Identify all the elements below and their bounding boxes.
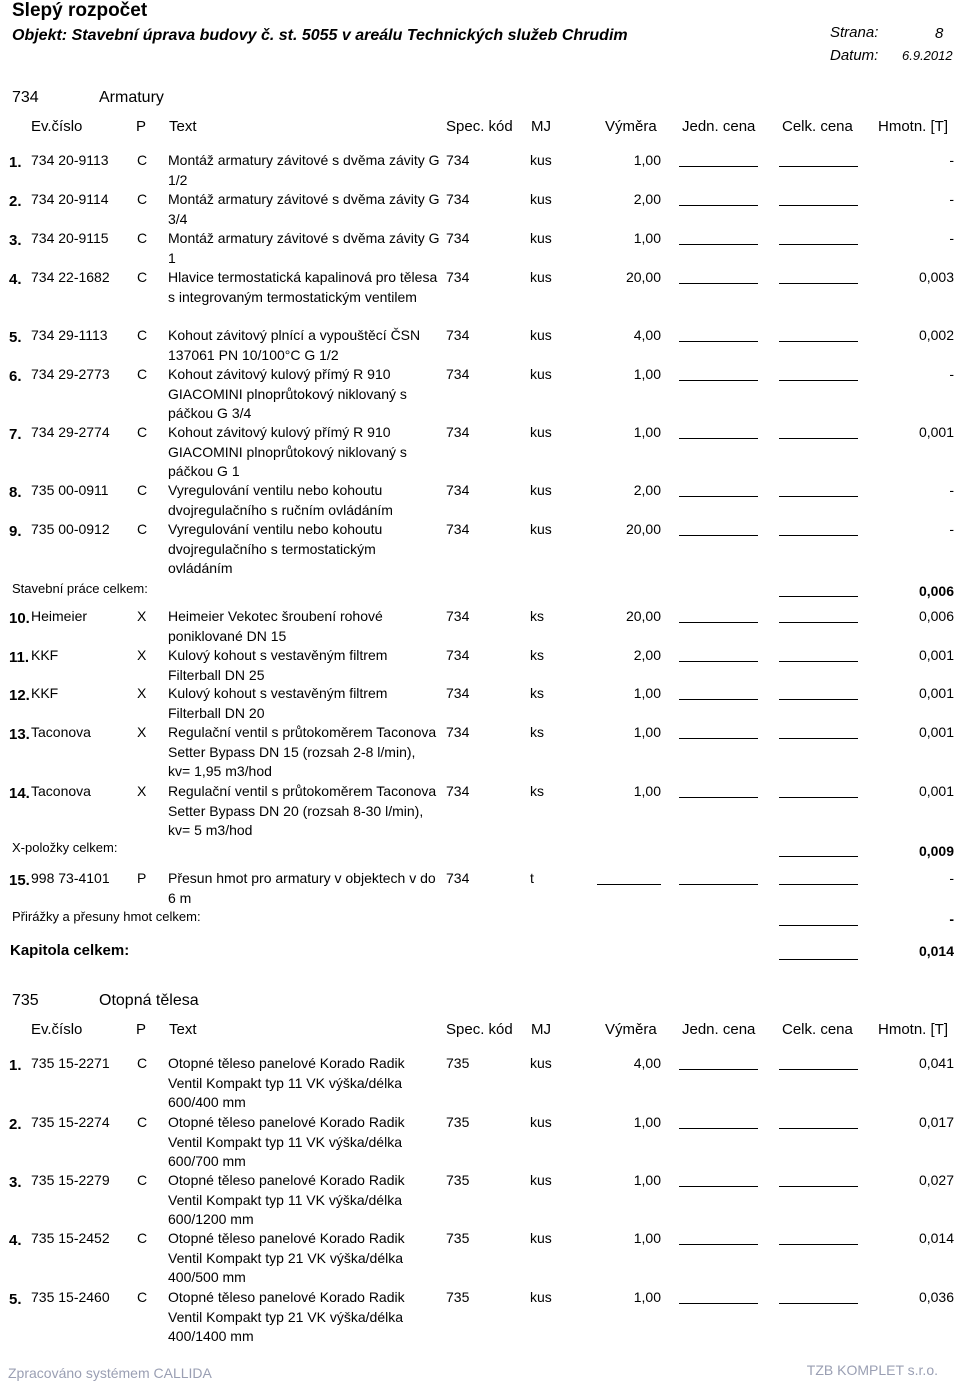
row-spec-kod: 734 <box>446 647 470 663</box>
row-ev-cislo: KKF <box>31 685 59 701</box>
row-celk-cena-line <box>779 535 858 536</box>
row-hmotnost: - <box>949 482 954 498</box>
row-mj: kus <box>530 482 552 498</box>
row-number: 14. <box>9 785 30 802</box>
row-hmotnost: - <box>949 521 954 537</box>
col-spec: Spec. kód <box>446 1021 513 1038</box>
row-vymera: 4,00 <box>633 1055 661 1071</box>
row-p: C <box>137 1289 148 1305</box>
row-celk-cena-line <box>779 884 858 885</box>
row-number: 2. <box>9 193 22 210</box>
row-vymera: 1,00 <box>633 1289 661 1305</box>
row-hmotnost: 0,001 <box>918 685 954 701</box>
section-code: 734 <box>12 89 39 106</box>
row-jedn-cena-line <box>679 797 758 798</box>
col-p: P <box>136 118 147 135</box>
row-celk-cena-line <box>779 622 858 623</box>
section-name: Armatury <box>99 89 164 106</box>
row-hmotnost: 0,017 <box>918 1114 954 1130</box>
subtotal-value: 0,006 <box>918 583 954 599</box>
row-mj: kus <box>530 1172 552 1188</box>
subtotal-label: Přirážky a přesuny hmot celkem: <box>12 909 201 924</box>
row-celk-cena-line <box>779 205 858 206</box>
row-p: C <box>137 191 148 207</box>
row-vymera: 1,00 <box>633 1114 661 1130</box>
col-hmotn: Hmotn. [T] <box>878 118 949 135</box>
row-p: C <box>137 482 148 498</box>
col-p: P <box>136 1021 147 1038</box>
row-vymera: 20,00 <box>625 608 661 624</box>
row-jedn-cena-line <box>679 244 758 245</box>
row-number: 11. <box>9 649 30 666</box>
row-jedn-cena-line <box>679 341 758 342</box>
col-mj: MJ <box>531 1021 551 1038</box>
row-p: C <box>137 424 148 440</box>
row-spec-kod: 734 <box>446 269 470 285</box>
row-text: Montáž armatury závitové s dvěma závity G 1 <box>168 230 440 266</box>
row-number: 7. <box>9 426 22 443</box>
row-vymera: 1,00 <box>633 1172 661 1188</box>
row-celk-cena-line <box>779 1186 858 1187</box>
row-ev-cislo: 734 29-1113 <box>31 327 108 343</box>
kapitola-label: Kapitola celkem: <box>10 942 130 959</box>
row-hmotnost: - <box>949 366 954 382</box>
row-number: 5. <box>9 1291 22 1308</box>
row-celk-cena-line <box>779 166 858 167</box>
row-text: Přesun hmot pro armatury v objektech v do 6 m <box>168 870 436 906</box>
row-vymera: 1,00 <box>633 424 661 440</box>
row-spec-kod: 734 <box>446 783 470 799</box>
row-celk-cena-line <box>779 797 858 798</box>
row-vymera: 1,00 <box>633 1230 661 1246</box>
row-spec-kod: 734 <box>446 608 470 624</box>
row-spec-kod: 734 <box>446 482 470 498</box>
row-ev-cislo: 735 15-2452 <box>31 1230 110 1246</box>
row-ev-cislo: 734 29-2773 <box>31 366 110 382</box>
row-text: Kulový kohout s vestavěným filtrem Filterball DN 20 <box>168 685 388 721</box>
row-spec-kod: 734 <box>446 191 470 207</box>
row-text: Montáž armatury závitové s dvěma závity G 3/4 <box>168 191 440 227</box>
row-jedn-cena-line <box>679 205 758 206</box>
row-text: Kohout závitový plnící a vypouštěcí ČSN 137061 PN 10/100°C G 1/2 <box>168 327 421 363</box>
row-text: Otopné těleso panelové Korado Radik Ventil Kompakt typ 11 VK výška/délka 600/400 mm <box>168 1055 405 1110</box>
row-jedn-cena-line <box>679 738 758 739</box>
row-hmotnost: 0,014 <box>918 1230 954 1246</box>
row-mj: ks <box>530 783 544 799</box>
row-p: C <box>137 230 148 246</box>
row-celk-cena-line <box>779 380 858 381</box>
row-celk-cena-line <box>779 496 858 497</box>
row-hmotnost: - <box>949 191 954 207</box>
row-jedn-cena-line <box>679 1244 758 1245</box>
row-hmotnost: 0,001 <box>918 783 954 799</box>
row-celk-cena-line <box>779 699 858 700</box>
row-spec-kod: 734 <box>446 685 470 701</box>
row-mj: ks <box>530 685 544 701</box>
subtotal-value: 0,009 <box>918 843 954 859</box>
row-number: 3. <box>9 232 22 249</box>
row-spec-kod: 734 <box>446 521 470 537</box>
col-celk: Celk. cena <box>782 118 853 135</box>
row-mj: kus <box>530 1055 552 1071</box>
date-value: 6.9.2012 <box>902 48 953 63</box>
subtotal-celk-line <box>779 925 858 926</box>
col-text: Text <box>169 1021 197 1038</box>
row-p: C <box>137 366 148 382</box>
row-spec-kod: 734 <box>446 870 470 886</box>
row-hmotnost: 0,041 <box>918 1055 954 1071</box>
row-text: Regulační ventil s průtokoměrem Taconova Setter Bypass DN 15 (rozsah 2-8 l/min), kv= 1,95 m3/hod <box>168 724 437 779</box>
row-text: Otopné těleso panelové Korado Radik Ventil Kompakt typ 11 VK výška/délka 600/700 mm <box>168 1114 405 1169</box>
row-vymera: 2,00 <box>633 482 661 498</box>
row-p: C <box>137 1230 148 1246</box>
col-text: Text <box>169 118 197 135</box>
row-vymera: 1,00 <box>633 152 661 168</box>
row-spec-kod: 735 <box>446 1172 470 1188</box>
row-spec-kod: 735 <box>446 1289 470 1305</box>
row-number: 8. <box>9 484 22 501</box>
row-mj: ks <box>530 647 544 663</box>
col-ev: Ev.číslo <box>31 1021 83 1038</box>
row-jedn-cena-line <box>679 535 758 536</box>
row-spec-kod: 735 <box>446 1055 470 1071</box>
kapitola-value: 0,014 <box>918 943 954 959</box>
row-celk-cena-line <box>779 283 858 284</box>
page-label: Strana: <box>830 24 879 41</box>
row-p: X <box>137 647 147 663</box>
row-jedn-cena-line <box>679 438 758 439</box>
row-p: C <box>137 269 148 285</box>
row-vymera: 1,00 <box>633 724 661 740</box>
row-vymera: 2,00 <box>633 191 661 207</box>
col-vymera: Výměra <box>605 118 657 135</box>
document-title: Slepý rozpočet <box>12 0 148 21</box>
row-jedn-cena-line <box>679 496 758 497</box>
row-hmotnost: 0,002 <box>918 327 954 343</box>
row-mj: kus <box>530 327 552 343</box>
subtotal-value: - <box>949 911 954 927</box>
row-hmotnost: 0,001 <box>918 424 954 440</box>
row-celk-cena-line <box>779 1069 858 1070</box>
row-celk-cena-line <box>779 1303 858 1304</box>
row-jedn-cena-line <box>679 1186 758 1187</box>
row-ev-cislo: 735 15-2271 <box>31 1055 110 1071</box>
row-celk-cena-line <box>779 1244 858 1245</box>
col-spec: Spec. kód <box>446 118 513 135</box>
object-subtitle: Objekt: Stavební úprava budovy č. st. 5055 v areálu Technických služeb Chrudim <box>12 27 628 44</box>
subtotal-label: Stavební práce celkem: <box>12 581 148 596</box>
row-vymera: 20,00 <box>625 521 661 537</box>
row-hmotnost: 0,003 <box>918 269 954 285</box>
row-spec-kod: 734 <box>446 366 470 382</box>
row-ev-cislo: 735 15-2274 <box>31 1114 110 1130</box>
row-vymera: 20,00 <box>625 269 661 285</box>
row-number: 2. <box>9 1116 22 1133</box>
row-vymera: 2,00 <box>633 647 661 663</box>
section-code: 735 <box>12 992 39 1009</box>
row-hmotnost: - <box>949 870 954 886</box>
row-hmotnost: 0,006 <box>918 608 954 624</box>
row-p: P <box>137 870 147 886</box>
row-p: X <box>137 685 147 701</box>
row-ev-cislo: 734 29-2774 <box>31 424 110 440</box>
row-spec-kod: 735 <box>446 1114 470 1130</box>
row-text: Heimeier Vekotec šroubení rohové poniklované DN 15 <box>168 608 383 644</box>
row-jedn-cena-line <box>679 1303 758 1304</box>
row-jedn-cena-line <box>679 380 758 381</box>
row-mj: kus <box>530 424 552 440</box>
row-number: 13. <box>9 726 30 743</box>
row-vymera: 1,00 <box>633 230 661 246</box>
row-vymera: 1,00 <box>633 685 661 701</box>
row-celk-cena-line <box>779 738 858 739</box>
row-text: Kohout závitový kulový přímý R 910 GIACOMINI plnoprůtokový niklovaný s páčkou G 3/4 <box>168 366 407 421</box>
row-ev-cislo: 998 73-4101 <box>31 870 110 886</box>
row-number: 12. <box>9 687 30 704</box>
row-text: Vyregulování ventilu nebo kohoutu dvojregulačního s ručním ovládáním <box>168 482 393 518</box>
row-mj: ks <box>530 724 544 740</box>
row-spec-kod: 734 <box>446 327 470 343</box>
row-jedn-cena-line <box>679 1128 758 1129</box>
row-mj: kus <box>530 1289 552 1305</box>
row-mj: kus <box>530 366 552 382</box>
row-ev-cislo: Taconova <box>31 783 91 799</box>
row-p: C <box>137 327 148 343</box>
row-p: C <box>137 521 148 537</box>
row-text: Otopné těleso panelové Korado Radik Ventil Kompakt typ 21 VK výška/délka 400/1400 mm <box>168 1289 405 1344</box>
row-ev-cislo: 735 15-2460 <box>31 1289 110 1305</box>
row-number: 6. <box>9 368 22 385</box>
row-mj: kus <box>530 521 552 537</box>
row-number: 10. <box>9 610 30 627</box>
row-ev-cislo: 735 00-0912 <box>31 521 110 537</box>
row-jedn-cena-line <box>679 1069 758 1070</box>
row-text: Montáž armatury závitové s dvěma závity G 1/2 <box>168 152 440 188</box>
row-ev-cislo: 735 00-0911 <box>31 482 109 498</box>
row-mj: kus <box>530 191 552 207</box>
subtotal-celk-line <box>779 596 858 597</box>
col-hmotn: Hmotn. [T] <box>878 1021 949 1038</box>
row-number: 5. <box>9 329 22 346</box>
row-celk-cena-line <box>779 661 858 662</box>
row-ev-cislo: 734 20-9114 <box>31 191 109 207</box>
col-jedn: Jedn. cena <box>682 118 756 135</box>
footer-right: TZB KOMPLET s.r.o. <box>806 1362 938 1378</box>
row-celk-cena-line <box>779 438 858 439</box>
row-vymera-line <box>597 884 661 885</box>
row-text: Regulační ventil s průtokoměrem Taconova Setter Bypass DN 20 (rozsah 8-30 l/min), kv= 5 m3/hod <box>168 783 437 838</box>
row-mj: kus <box>530 230 552 246</box>
row-jedn-cena-line <box>679 884 758 885</box>
col-vymera: Výměra <box>605 1021 657 1038</box>
col-jedn: Jedn. cena <box>682 1021 756 1038</box>
row-celk-cena-line <box>779 244 858 245</box>
row-hmotnost: 0,027 <box>918 1172 954 1188</box>
row-number: 4. <box>9 271 22 288</box>
row-number: 3. <box>9 1174 22 1191</box>
row-jedn-cena-line <box>679 661 758 662</box>
row-jedn-cena-line <box>679 166 758 167</box>
kapitola-celk-line <box>779 959 858 960</box>
row-mj: kus <box>530 269 552 285</box>
row-mj: kus <box>530 152 552 168</box>
row-text: Kulový kohout s vestavěným filtrem Filterball DN 25 <box>168 647 388 683</box>
row-text: Otopné těleso panelové Korado Radik Ventil Kompakt typ 21 VK výška/délka 400/500 mm <box>168 1230 405 1285</box>
row-ev-cislo: Taconova <box>31 724 91 740</box>
row-p: C <box>137 1055 148 1071</box>
row-ev-cislo: 734 22-1682 <box>31 269 110 285</box>
row-mj: kus <box>530 1114 552 1130</box>
subtotal-celk-line <box>779 856 858 857</box>
row-hmotnost: - <box>949 230 954 246</box>
row-number: 1. <box>9 1057 22 1074</box>
col-celk: Celk. cena <box>782 1021 853 1038</box>
row-spec-kod: 734 <box>446 230 470 246</box>
row-jedn-cena-line <box>679 699 758 700</box>
row-text: Otopné těleso panelové Korado Radik Ventil Kompakt typ 11 VK výška/délka 600/1200 mm <box>168 1172 405 1227</box>
row-p: C <box>137 1172 148 1188</box>
row-spec-kod: 735 <box>446 1230 470 1246</box>
date-label: Datum: <box>830 47 879 64</box>
row-mj: t <box>530 870 534 886</box>
row-spec-kod: 734 <box>446 424 470 440</box>
row-spec-kod: 734 <box>446 152 470 168</box>
col-mj: MJ <box>531 118 551 135</box>
subtotal-label: X-položky celkem: <box>12 840 118 855</box>
row-p: X <box>137 783 147 799</box>
row-number: 9. <box>9 523 22 540</box>
row-p: C <box>137 152 148 168</box>
footer-left: Zpracováno systémem CALLIDA <box>8 1365 212 1381</box>
row-p: X <box>137 608 147 624</box>
row-vymera: 1,00 <box>633 366 661 382</box>
page-number: 8 <box>935 25 944 42</box>
row-text: Vyregulování ventilu nebo kohoutu dvojregulačního s termostatickým ovládáním <box>168 521 383 576</box>
row-text: Hlavice termostatická kapalinová pro tělesa s integrovaným termostatickým ventilem <box>168 269 438 305</box>
row-hmotnost: 0,036 <box>918 1289 954 1305</box>
row-ev-cislo: 734 20-9115 <box>31 230 109 246</box>
row-vymera: 4,00 <box>633 327 661 343</box>
section-name: Otopná tělesa <box>99 992 199 1009</box>
row-celk-cena-line <box>779 1128 858 1129</box>
col-ev: Ev.číslo <box>31 118 83 135</box>
row-ev-cislo: 734 20-9113 <box>31 152 109 168</box>
row-mj: kus <box>530 1230 552 1246</box>
row-number: 4. <box>9 1232 22 1249</box>
row-hmotnost: 0,001 <box>918 724 954 740</box>
row-number: 15. <box>9 872 30 889</box>
row-jedn-cena-line <box>679 283 758 284</box>
row-number: 1. <box>9 154 22 171</box>
row-text: Kohout závitový kulový přímý R 910 GIACOMINI plnoprůtokový niklovaný s páčkou G 1 <box>168 424 407 479</box>
row-hmotnost: - <box>949 152 954 168</box>
row-celk-cena-line <box>779 341 858 342</box>
row-p: X <box>137 724 147 740</box>
row-hmotnost: 0,001 <box>918 647 954 663</box>
row-mj: ks <box>530 608 544 624</box>
row-spec-kod: 734 <box>446 724 470 740</box>
row-jedn-cena-line <box>679 622 758 623</box>
row-vymera: 1,00 <box>633 783 661 799</box>
row-p: C <box>137 1114 148 1130</box>
row-ev-cislo: Heimeier <box>31 608 88 624</box>
row-ev-cislo: KKF <box>31 647 59 663</box>
row-ev-cislo: 735 15-2279 <box>31 1172 110 1188</box>
